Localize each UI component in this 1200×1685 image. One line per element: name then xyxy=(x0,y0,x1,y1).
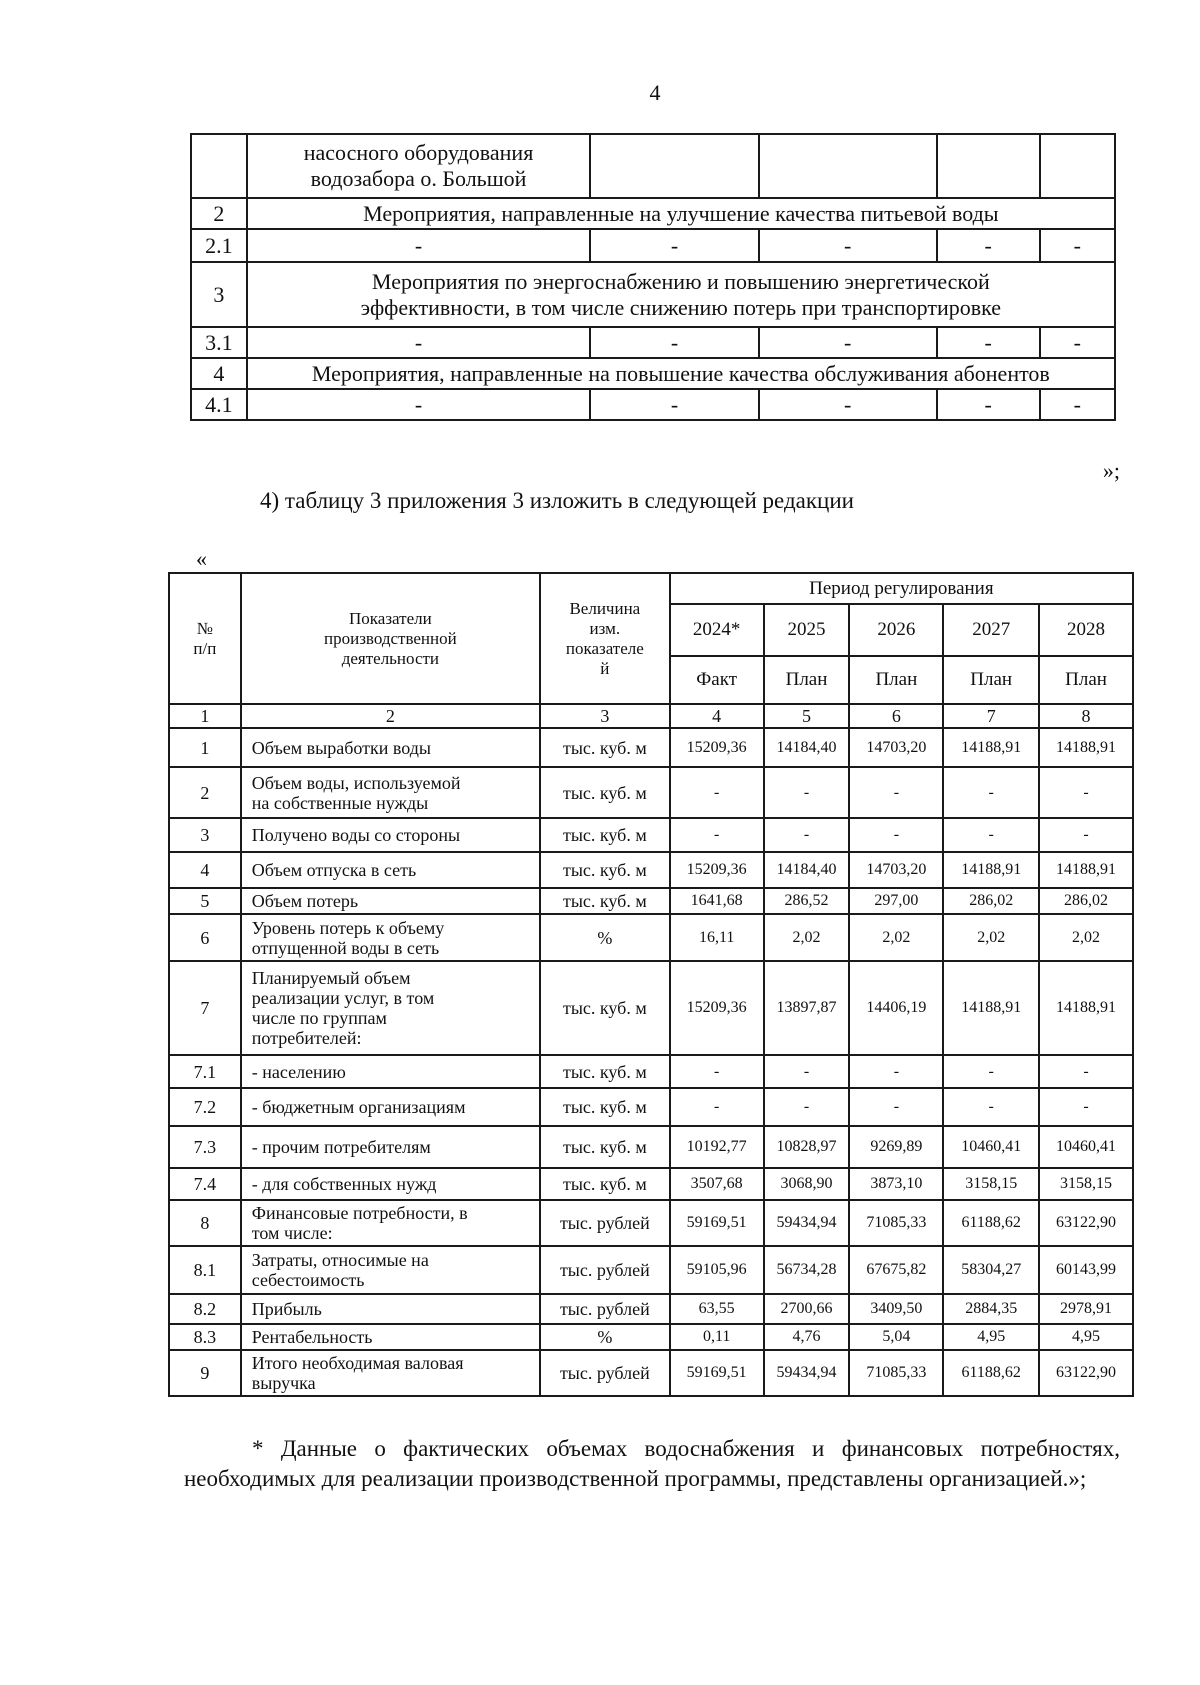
value-cell: - xyxy=(849,767,943,818)
table-cell: - xyxy=(590,389,758,420)
header-unit xyxy=(540,573,670,704)
indicator-label xyxy=(241,852,540,888)
row-number: 2.1 xyxy=(191,229,247,262)
row-number: 5 xyxy=(169,888,241,914)
indicator-label-line: выручка xyxy=(251,1373,316,1393)
value-cell: - xyxy=(670,1055,764,1088)
continuation-text: насосного оборудования xyxy=(303,140,534,165)
indicator-label-line: отпущенной воды в сеть xyxy=(251,937,440,958)
header-text: п/п xyxy=(193,638,217,658)
header-year: 2025 xyxy=(764,604,850,656)
unit-cell: тыс. куб. м xyxy=(540,888,670,914)
value-cell: 58304,27 xyxy=(943,1246,1039,1294)
header-text: показателе xyxy=(565,638,644,658)
table-row xyxy=(169,1055,1133,1088)
section-title xyxy=(247,262,1115,327)
value-cell: - xyxy=(849,818,943,852)
section-title: Мероприятия, направленные на повышение качества обслуживания абонентов xyxy=(247,358,1115,389)
indicator-label-line: реализации услуг, в том xyxy=(251,988,435,1008)
opening-quote: « xyxy=(196,546,207,571)
value-cell: - xyxy=(849,1055,943,1088)
value-cell: - xyxy=(1039,1088,1133,1126)
table-row xyxy=(169,888,1133,914)
table-row xyxy=(169,914,1133,961)
value-cell: - xyxy=(943,1055,1039,1088)
value-cell: 1641,68 xyxy=(670,888,764,914)
row-number: 3 xyxy=(169,818,241,852)
indicator-label xyxy=(241,728,540,767)
value-cell: 14406,19 xyxy=(849,961,943,1055)
indicator-label-line: на собственные нужды xyxy=(251,792,429,813)
unit-cell: тыс. рублей xyxy=(540,1294,670,1324)
column-numbers-row xyxy=(169,704,1133,728)
table-row xyxy=(191,327,1115,358)
value-cell: 286,02 xyxy=(943,888,1039,914)
unit-cell: % xyxy=(540,914,670,961)
header-text: № xyxy=(196,618,213,638)
table-cell: - xyxy=(1040,229,1115,262)
row-number: 2 xyxy=(169,767,241,818)
unit-cell: тыс. рублей xyxy=(540,1350,670,1396)
table-row xyxy=(169,1246,1133,1294)
value-cell: 59434,94 xyxy=(764,1350,850,1396)
value-cell: 63122,90 xyxy=(1039,1350,1133,1396)
header-year: 2027 xyxy=(943,604,1039,656)
value-cell: 10460,41 xyxy=(1039,1126,1133,1168)
value-cell: 15209,36 xyxy=(670,728,764,767)
table-cell: - xyxy=(1040,389,1115,420)
indicator-label-line: Объем выработки воды xyxy=(251,737,432,758)
header-period: Период регулирования xyxy=(670,573,1133,604)
value-cell: 60143,99 xyxy=(1039,1246,1133,1294)
indicator-label-line: потребителей: xyxy=(251,1028,362,1048)
value-cell: - xyxy=(764,1088,850,1126)
value-cell: 14188,91 xyxy=(943,961,1039,1055)
value-cell: 14188,91 xyxy=(1039,728,1133,767)
value-cell: 3409,50 xyxy=(849,1294,943,1324)
value-cell: 9269,89 xyxy=(849,1126,943,1168)
production-indicators-table xyxy=(168,572,1134,1397)
unit-cell: тыс. куб. м xyxy=(540,818,670,852)
indicator-label xyxy=(241,961,540,1055)
table-cell xyxy=(759,134,937,198)
indicator-label xyxy=(241,1168,540,1200)
indicator-label xyxy=(241,1294,540,1324)
value-cell: - xyxy=(764,1055,850,1088)
value-cell: - xyxy=(1039,767,1133,818)
header-type: План xyxy=(943,656,1039,704)
indicator-label-line: Объем отпуска в сеть xyxy=(251,860,417,880)
indicator-label-line: - прочим потребителям xyxy=(251,1137,431,1157)
row-number: 8.2 xyxy=(169,1294,241,1324)
header-type: Факт xyxy=(670,656,764,704)
value-cell: 15209,36 xyxy=(670,961,764,1055)
value-cell: 59434,94 xyxy=(764,1200,850,1246)
header-text: Величина xyxy=(569,598,641,618)
indicator-label-line: - бюджетным организациям xyxy=(251,1097,466,1117)
table-cell: - xyxy=(759,229,937,262)
table-cell: - xyxy=(937,389,1040,420)
value-cell: - xyxy=(670,1088,764,1126)
value-cell: 56734,28 xyxy=(764,1246,850,1294)
table-cell: - xyxy=(759,389,937,420)
value-cell: - xyxy=(670,767,764,818)
value-cell: 61188,62 xyxy=(943,1350,1039,1396)
value-cell: - xyxy=(764,767,850,818)
table-cell xyxy=(937,134,1040,198)
value-cell: 3158,15 xyxy=(1039,1168,1133,1200)
value-cell: 10192,77 xyxy=(670,1126,764,1168)
value-cell: 286,52 xyxy=(764,888,850,914)
indicator-label xyxy=(241,1126,540,1168)
value-cell: - xyxy=(1039,1055,1133,1088)
value-cell: 15209,36 xyxy=(670,852,764,888)
indicator-label xyxy=(241,1088,540,1126)
header-text: производственной xyxy=(324,628,457,648)
header-num xyxy=(169,573,241,704)
value-cell: 14188,91 xyxy=(943,852,1039,888)
table-cell: - xyxy=(247,327,591,358)
table-row xyxy=(169,961,1133,1055)
value-cell: - xyxy=(1039,818,1133,852)
value-cell: 2884,35 xyxy=(943,1294,1039,1324)
value-cell: 10828,97 xyxy=(764,1126,850,1168)
unit-cell: тыс. рублей xyxy=(540,1200,670,1246)
value-cell: 4,95 xyxy=(943,1324,1039,1350)
value-cell: 10460,41 xyxy=(943,1126,1039,1168)
unit-cell: тыс. куб. м xyxy=(540,852,670,888)
indicator-label-line: Затраты, относимые на xyxy=(251,1250,429,1270)
table-row xyxy=(191,358,1115,389)
table-cell xyxy=(247,134,591,198)
header-type: План xyxy=(1039,656,1133,704)
table-row xyxy=(191,389,1115,420)
column-number: 3 xyxy=(540,704,670,728)
table-cell xyxy=(1040,134,1115,198)
value-cell: 61188,62 xyxy=(943,1200,1039,1246)
unit-cell: тыс. куб. м xyxy=(540,728,670,767)
value-cell: 14188,91 xyxy=(1039,852,1133,888)
table-row xyxy=(169,1294,1133,1324)
value-cell: 4,95 xyxy=(1039,1324,1133,1350)
indicator-label-line: Прибыль xyxy=(251,1299,322,1319)
table-row xyxy=(169,818,1133,852)
table-cell xyxy=(191,134,247,198)
table-row xyxy=(169,1126,1133,1168)
indicator-label-line: Объем потерь xyxy=(251,891,359,911)
value-cell: - xyxy=(764,818,850,852)
table-cell: - xyxy=(759,327,937,358)
table-cell: - xyxy=(247,229,591,262)
indicator-label xyxy=(241,888,540,914)
row-number: 2 xyxy=(191,198,247,229)
indicator-label xyxy=(241,1350,540,1396)
row-number: 8.1 xyxy=(169,1246,241,1294)
section-title-line: эффективности, в том числе снижению потерь при транспортировке xyxy=(360,294,1002,320)
value-cell: 3068,90 xyxy=(764,1168,850,1200)
value-cell: 0,11 xyxy=(670,1324,764,1350)
indicator-label xyxy=(241,1200,540,1246)
indicator-label-line: Получено воды со стороны xyxy=(251,825,461,845)
header-text: й xyxy=(600,658,610,678)
table-cell: - xyxy=(590,327,758,358)
value-cell: 3158,15 xyxy=(943,1168,1039,1200)
header-row xyxy=(169,573,1133,604)
value-cell: 2700,66 xyxy=(764,1294,850,1324)
indicator-label xyxy=(241,1246,540,1294)
unit-cell: тыс. куб. м xyxy=(540,767,670,818)
row-number: 9 xyxy=(169,1350,241,1396)
header-text: деятельности xyxy=(341,648,440,668)
value-cell: 13897,87 xyxy=(764,961,850,1055)
column-number: 8 xyxy=(1039,704,1133,728)
header-year: 2026 xyxy=(849,604,943,656)
unit-cell: тыс. куб. м xyxy=(540,1088,670,1126)
row-number: 3 xyxy=(191,262,247,327)
row-number: 8 xyxy=(169,1200,241,1246)
row-number: 7.4 xyxy=(169,1168,241,1200)
header-text: Показатели xyxy=(349,608,432,628)
unit-cell: тыс. куб. м xyxy=(540,1168,670,1200)
unit-cell: тыс. рублей xyxy=(540,1246,670,1294)
row-number: 7.2 xyxy=(169,1088,241,1126)
value-cell: 71085,33 xyxy=(849,1200,943,1246)
header-type: План xyxy=(849,656,943,704)
row-number: 7 xyxy=(169,961,241,1055)
unit-cell: тыс. куб. м xyxy=(540,1055,670,1088)
value-cell: - xyxy=(849,1088,943,1126)
indicator-label-line: Уровень потерь к объему xyxy=(251,917,445,938)
row-number: 7.1 xyxy=(169,1055,241,1088)
row-number: 4 xyxy=(191,358,247,389)
amendment-instruction: 4) таблицу 3 приложения 3 изложить в следующей редакции xyxy=(260,488,854,513)
column-number: 5 xyxy=(764,704,850,728)
section-title-line: Мероприятия по энергоснабжению и повышению энергетической xyxy=(371,268,990,294)
page-number: 4 xyxy=(649,80,661,105)
row-number: 4 xyxy=(169,852,241,888)
column-number: 1 xyxy=(169,704,241,728)
column-number: 7 xyxy=(943,704,1039,728)
footnote: * Данные о фактических объемах водоснабжения и финансовых потребностях, необходимых для реализации производственной программы, представлены организацией.»; xyxy=(184,1436,1120,1491)
table-row xyxy=(169,852,1133,888)
table-row xyxy=(169,767,1133,818)
value-cell: 2978,91 xyxy=(1039,1294,1133,1324)
column-number: 6 xyxy=(849,704,943,728)
value-cell: 16,11 xyxy=(670,914,764,961)
indicator-label xyxy=(241,1324,540,1350)
indicator-label-line: числе по группам xyxy=(251,1008,387,1028)
value-cell: 14184,40 xyxy=(764,852,850,888)
table-row xyxy=(191,198,1115,229)
table-row xyxy=(169,1168,1133,1200)
indicator-label-line: Рентабельность xyxy=(251,1327,373,1347)
value-cell: 286,02 xyxy=(1039,888,1133,914)
closing-quote: »; xyxy=(1102,458,1120,483)
value-cell: 63122,90 xyxy=(1039,1200,1133,1246)
table-cell: - xyxy=(247,389,591,420)
value-cell: 14703,20 xyxy=(849,852,943,888)
value-cell: 59169,51 xyxy=(670,1350,764,1396)
table-cell: - xyxy=(937,327,1040,358)
value-cell: 63,55 xyxy=(670,1294,764,1324)
value-cell: 59105,96 xyxy=(670,1246,764,1294)
value-cell: 14703,20 xyxy=(849,728,943,767)
table-row xyxy=(191,229,1115,262)
row-number: 7.3 xyxy=(169,1126,241,1168)
value-cell: 14188,91 xyxy=(1039,961,1133,1055)
column-number: 4 xyxy=(670,704,764,728)
indicator-label-line: Финансовые потребности, в xyxy=(251,1203,468,1223)
table-row xyxy=(169,1350,1133,1396)
section-title: Мероприятия, направленные на улучшение качества питьевой воды xyxy=(247,198,1115,229)
value-cell: 14184,40 xyxy=(764,728,850,767)
indicator-label-line: Объем воды, используемой xyxy=(251,772,461,793)
indicator-label-line: себестоимость xyxy=(251,1270,365,1290)
unit-cell: % xyxy=(540,1324,670,1350)
table-cell xyxy=(590,134,758,198)
header-year: 2028 xyxy=(1039,604,1133,656)
row-number: 3.1 xyxy=(191,327,247,358)
header-indicator xyxy=(241,573,540,704)
indicator-label xyxy=(241,818,540,852)
table-cell: - xyxy=(937,229,1040,262)
table-row xyxy=(191,134,1115,198)
header-year: 2024* xyxy=(670,604,764,656)
activities-table-continuation xyxy=(190,133,1116,421)
indicator-label-line: - для собственных нужд xyxy=(251,1174,437,1194)
indicator-label-line: - населению xyxy=(251,1061,346,1082)
table-cell: - xyxy=(1040,327,1115,358)
table-row xyxy=(169,1200,1133,1246)
value-cell: 2,02 xyxy=(764,914,850,961)
indicator-label xyxy=(241,1055,540,1088)
indicator-label-line: том числе: xyxy=(251,1223,333,1243)
indicator-label xyxy=(241,767,540,818)
value-cell: 297,00 xyxy=(849,888,943,914)
value-cell: 59169,51 xyxy=(670,1200,764,1246)
row-number: 1 xyxy=(169,728,241,767)
value-cell: 4,76 xyxy=(764,1324,850,1350)
value-cell: 3507,68 xyxy=(670,1168,764,1200)
value-cell: - xyxy=(670,818,764,852)
row-number: 8.3 xyxy=(169,1324,241,1350)
table-row xyxy=(191,262,1115,327)
value-cell: 3873,10 xyxy=(849,1168,943,1200)
indicator-label-line: Итого необходимая валовая xyxy=(251,1353,464,1373)
value-cell: 5,04 xyxy=(849,1324,943,1350)
value-cell: 14188,91 xyxy=(943,728,1039,767)
row-number: 6 xyxy=(169,914,241,961)
value-cell: 2,02 xyxy=(1039,914,1133,961)
value-cell: - xyxy=(943,1088,1039,1126)
indicator-label-line: Планируемый объем xyxy=(251,968,411,988)
indicator-label xyxy=(241,914,540,961)
value-cell: - xyxy=(943,767,1039,818)
value-cell: 2,02 xyxy=(849,914,943,961)
row-number: 4.1 xyxy=(191,389,247,420)
table-row xyxy=(169,1088,1133,1126)
header-type: План xyxy=(764,656,850,704)
header-text: изм. xyxy=(589,618,621,638)
unit-cell: тыс. куб. м xyxy=(540,961,670,1055)
unit-cell: тыс. куб. м xyxy=(540,1126,670,1168)
value-cell: 67675,82 xyxy=(849,1246,943,1294)
table-cell: - xyxy=(590,229,758,262)
column-number: 2 xyxy=(241,704,540,728)
table-row xyxy=(169,728,1133,767)
value-cell: 2,02 xyxy=(943,914,1039,961)
table-row xyxy=(169,1324,1133,1350)
value-cell: 71085,33 xyxy=(849,1350,943,1396)
continuation-text: водозабора о. Большой xyxy=(310,166,527,191)
value-cell: - xyxy=(943,818,1039,852)
